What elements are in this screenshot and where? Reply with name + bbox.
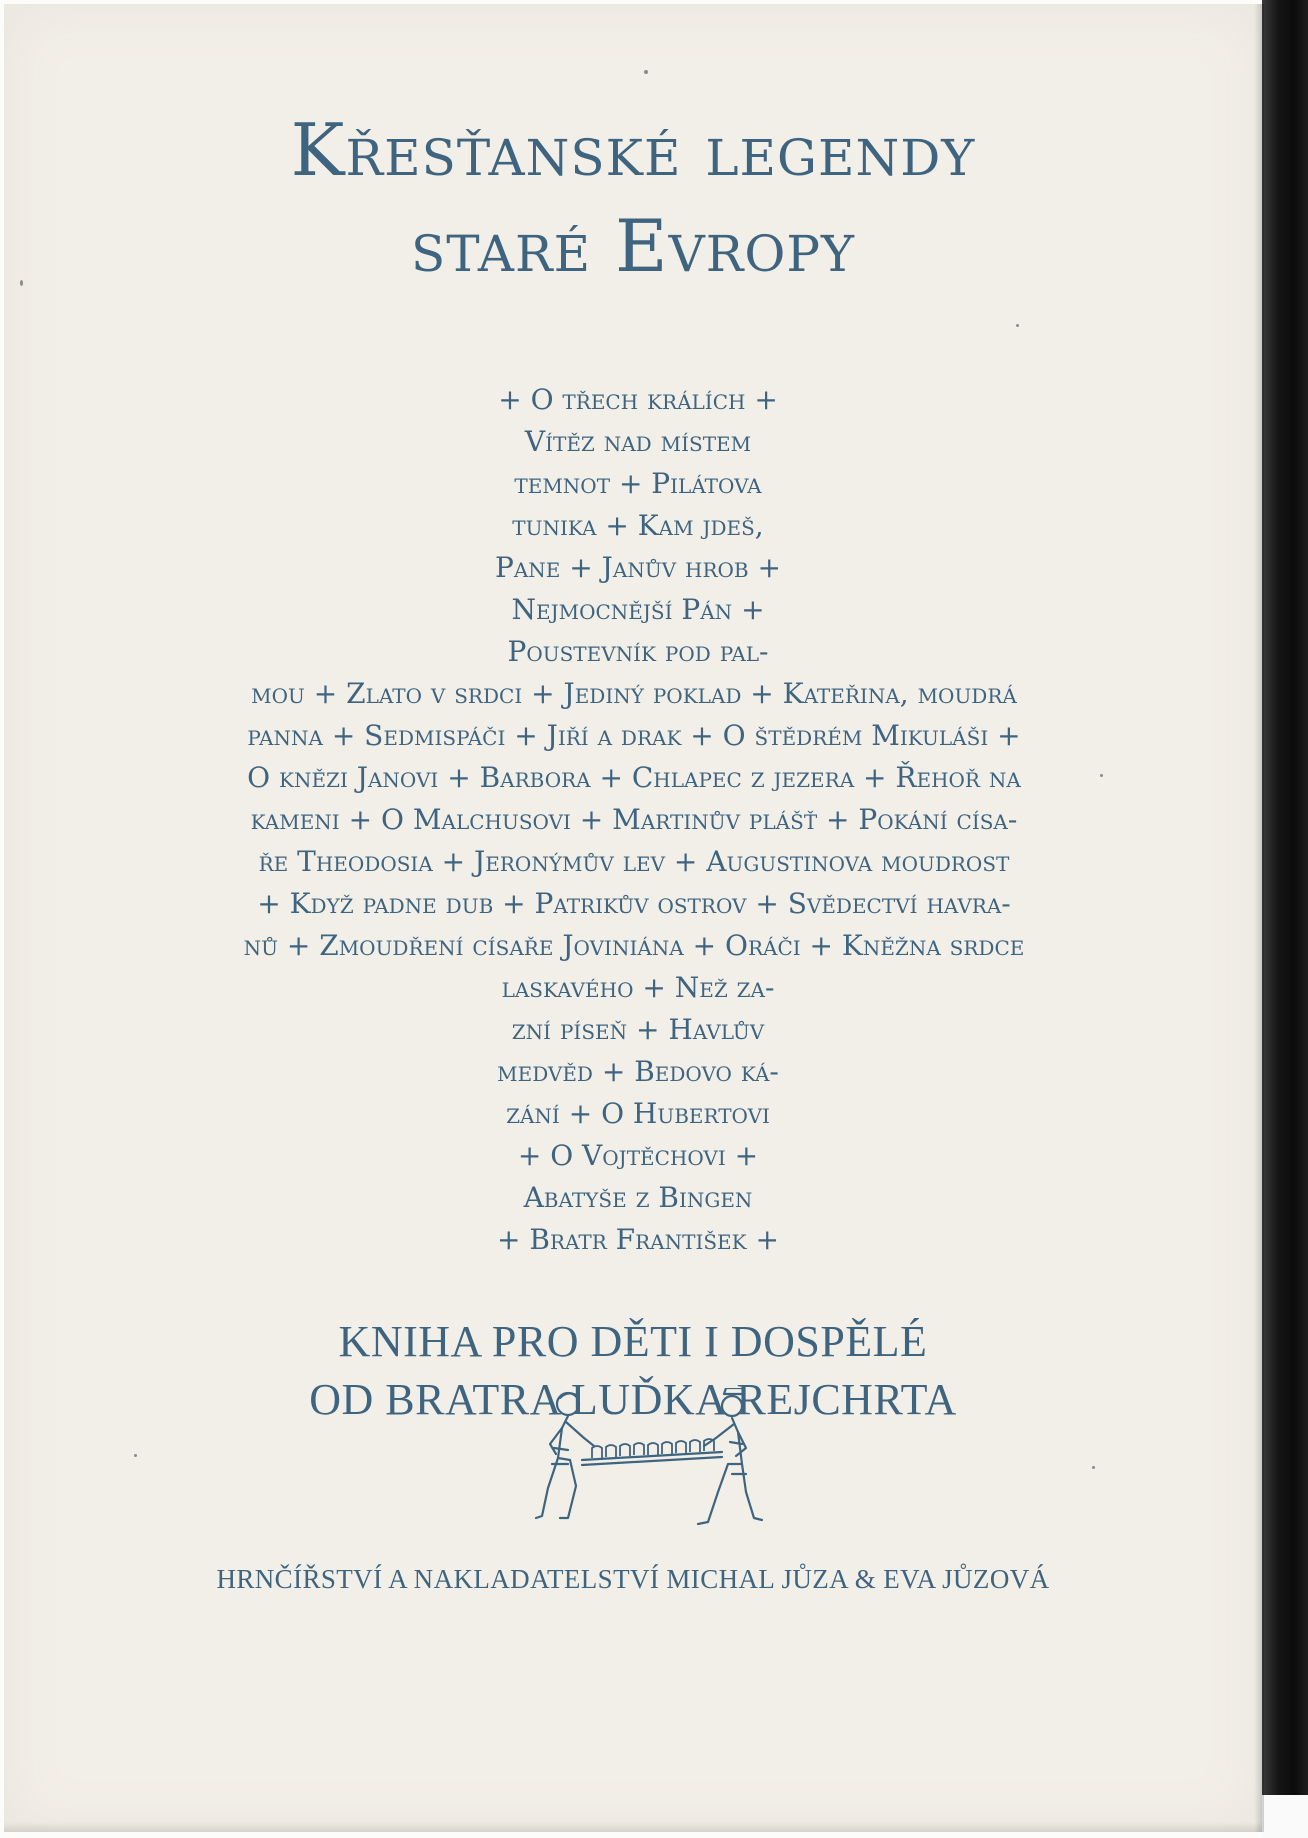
contents-line: + Když padne dub + Patrikův ostrov + Svědectví havra- (257, 887, 1011, 920)
contents-line: medvěd + Bedovo ká- (497, 1055, 779, 1088)
contents-line: nů + Zmoudření císaře Joviniána + Oráči + Kněžna srdce (243, 929, 1025, 962)
scan-corner (1262, 1795, 1308, 1838)
contents-line: Nejmocnější Pán + (511, 593, 765, 626)
contents-line: Poustevník pod pal- (507, 635, 769, 668)
contents-line: Abatyše z Bingen (523, 1181, 753, 1214)
contents-line: tunika + Kam jdeš, (512, 509, 764, 542)
subtitle-line-2: OD BRATRA LUĎKA REJCHRTA (309, 1375, 957, 1424)
title-line-2: staré Evropy (411, 204, 855, 288)
paper-speck (1092, 1466, 1095, 1469)
paper-speck (1100, 774, 1103, 777)
contents-line: Pane + Janův hrob + (495, 551, 781, 584)
cover-bottom-shadow (4, 1822, 1262, 1832)
paper-speck (1016, 324, 1019, 327)
contents-line: panna + Sedmispáči + Jiří a drak + O štědrém Mikuláši + (247, 719, 1021, 752)
paper-speck (20, 280, 23, 286)
book-cover (4, 4, 1262, 1832)
contents-line: mou + Zlato v srdci + Jediný poklad + Kateřina, moudrá (251, 677, 1017, 710)
publisher-line: HRNČÍŘSTVÍ A NAKLADATELSTVÍ MICHAL JŮZA & EVA JŮZOVÁ (216, 1564, 1050, 1594)
potters-illustration (532, 1388, 768, 1546)
contents-line: laskavého + Než za- (501, 971, 775, 1004)
title-line-1: Křesťanské legendy (290, 108, 976, 192)
paper-speck (134, 1454, 137, 1457)
cover-edge-shadow (1254, 4, 1264, 1832)
contents-line: Vítěz nad místem (524, 425, 752, 458)
contents-line: + O třech králích + (498, 383, 778, 416)
contents-line: O knězi Janovi + Barbora + Chlapec z jezera + Řehoř na (247, 761, 1021, 794)
contents-line: + Bratr František + (497, 1223, 779, 1256)
book-spine-edge (1262, 0, 1308, 1838)
contents-line: zní píseň + Havlův (511, 1013, 765, 1046)
contents-line: temnot + Pilátova (514, 467, 762, 500)
subtitle-line-1: KNIHA PRO DĚTI I DOSPĚLÉ (338, 1317, 928, 1366)
contents-line: + O Vojtěchovi + (517, 1139, 759, 1172)
paper-speck (644, 70, 648, 74)
contents-line: kameni + O Malchusovi + Martinův plášť + Pokání císa- (250, 803, 1018, 836)
contents-line: zání + O Hubertovi (506, 1097, 770, 1130)
contents-line: ře Theodosia + Jeronýmův lev + Augustinova moudrost (258, 845, 1010, 878)
